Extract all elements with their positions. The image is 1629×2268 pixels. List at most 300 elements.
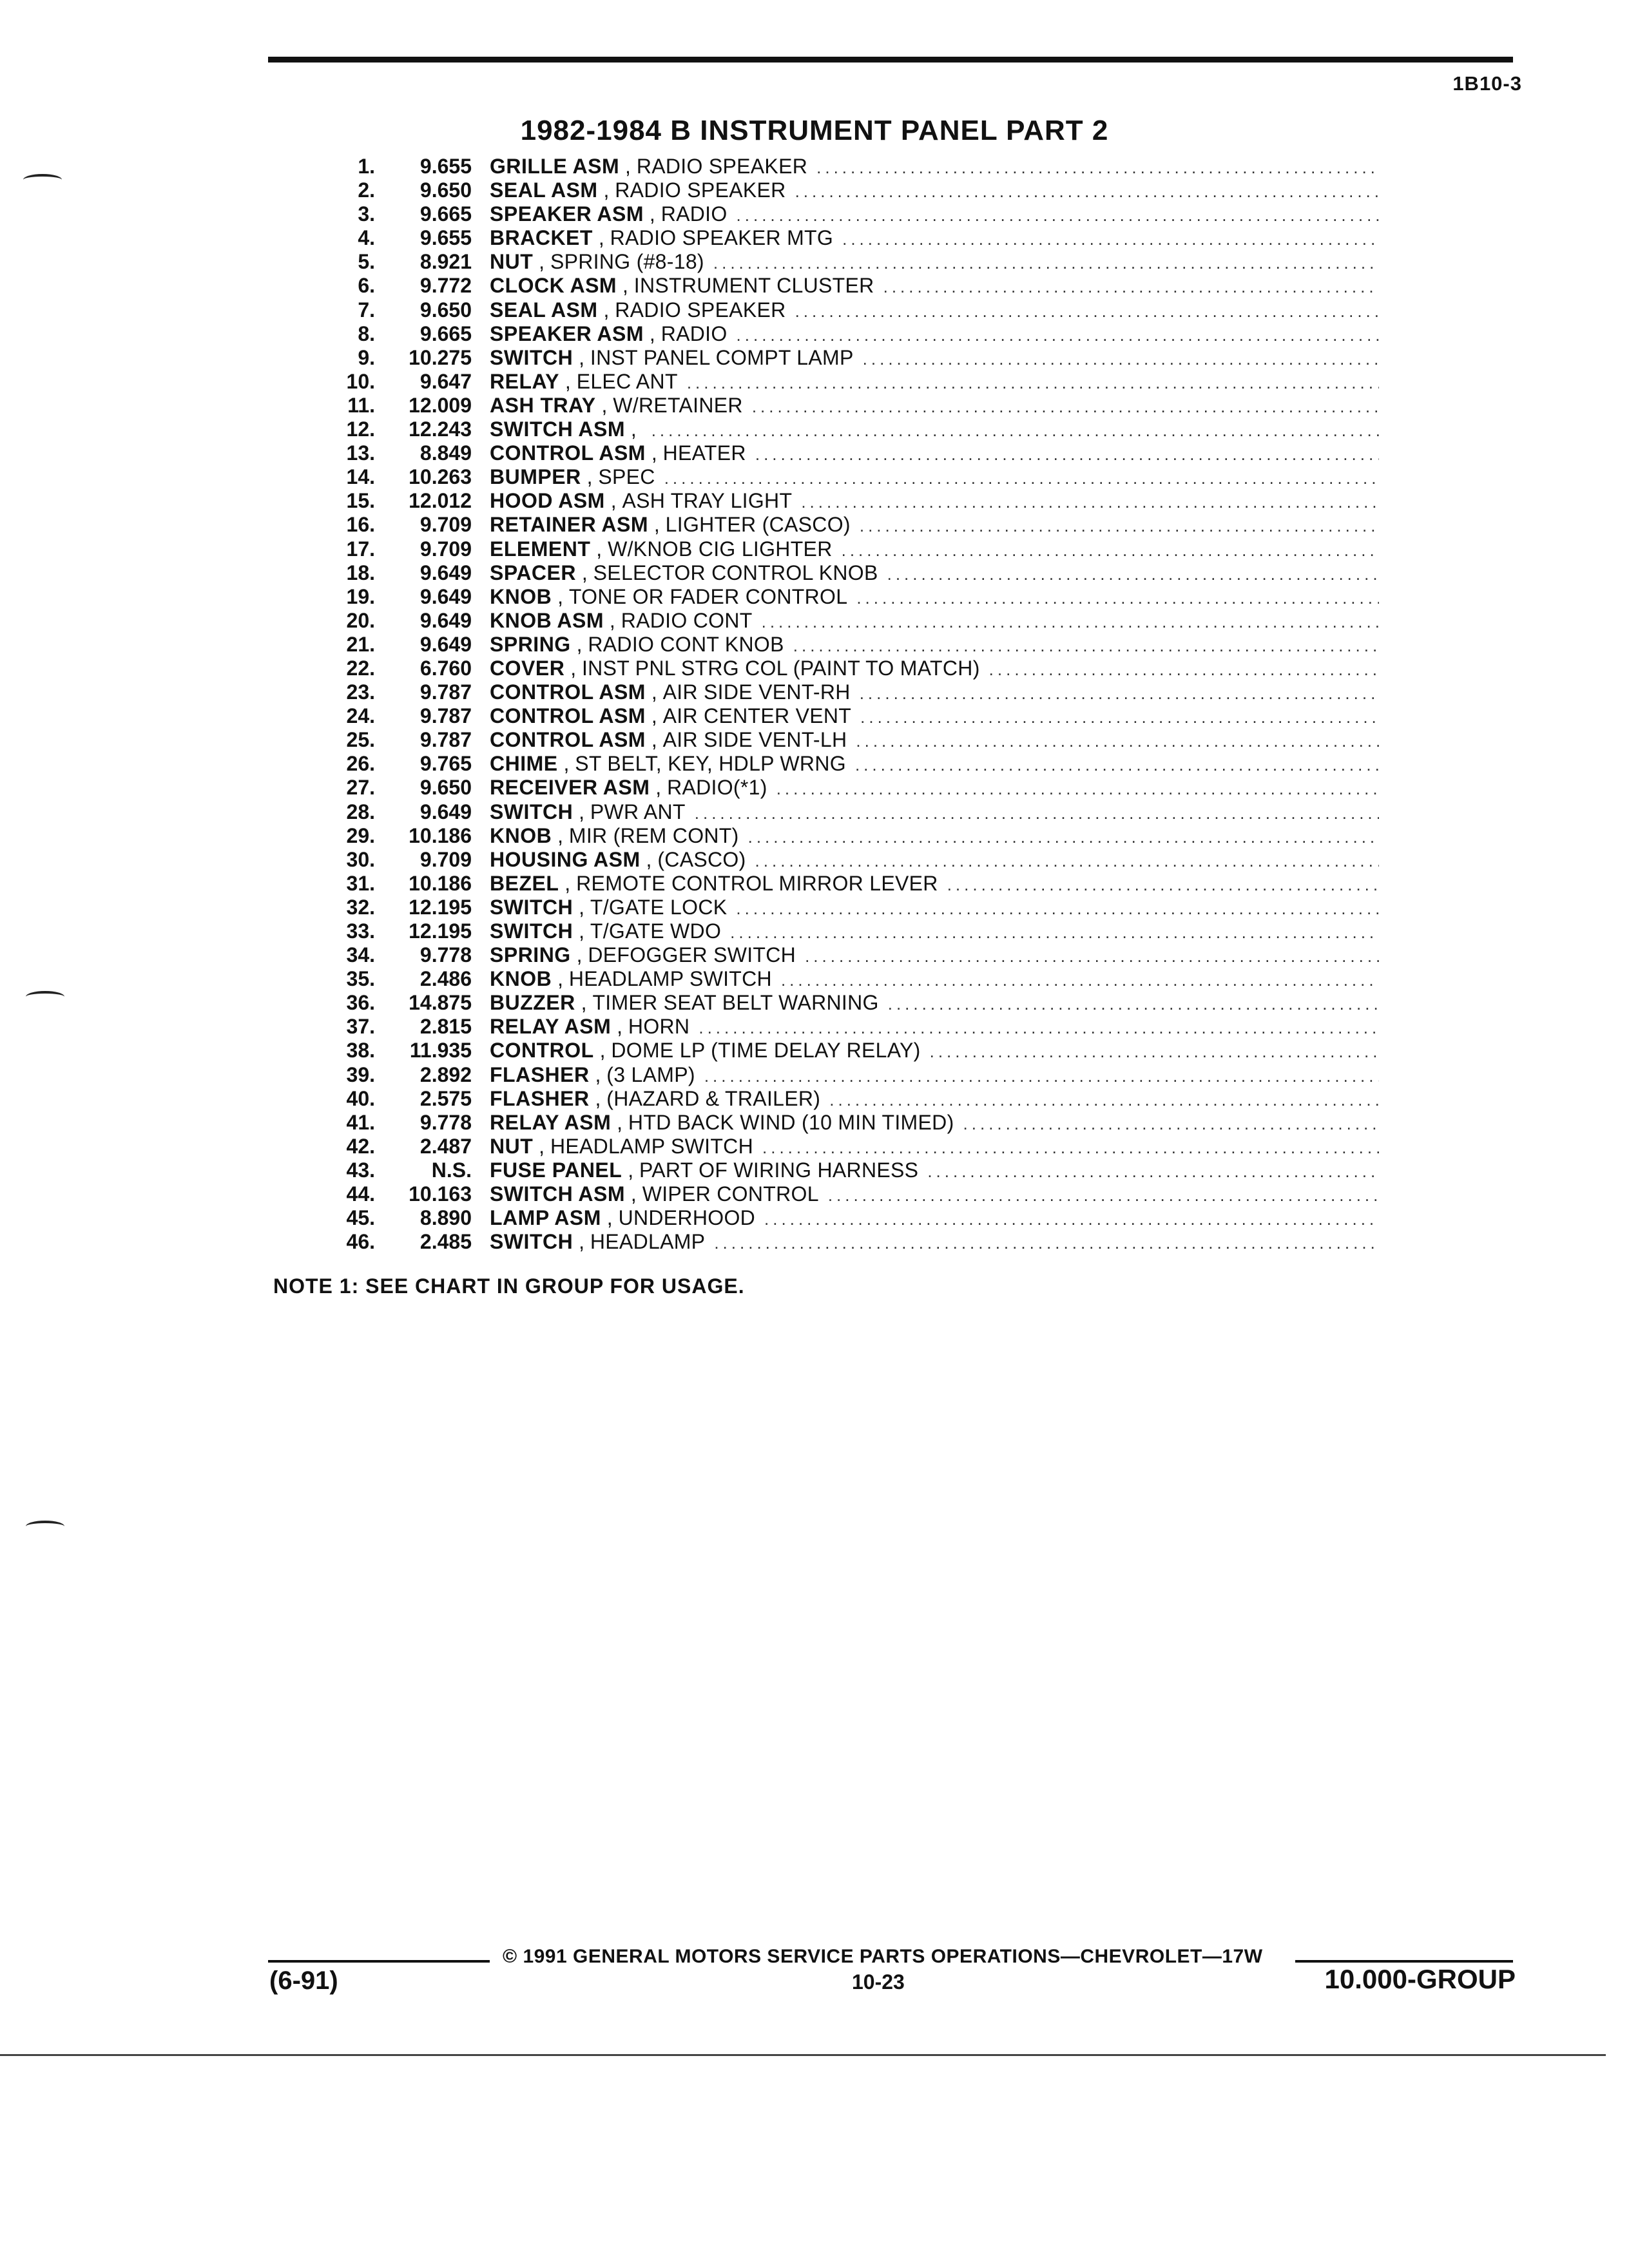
part-number: 23.	[346, 680, 375, 704]
part-name: CHIME	[490, 752, 558, 776]
part-number: 36.	[346, 991, 375, 1015]
dot-leader	[795, 180, 1379, 202]
part-group-number: 9.655	[419, 155, 472, 178]
part-group-number: 9.709	[419, 847, 472, 871]
part-name: BUMPER	[490, 465, 581, 489]
bottom-rule	[0, 2054, 1606, 2056]
dot-leader	[842, 539, 1379, 561]
part-description: W/KNOB CIG LIGHTER	[608, 537, 833, 561]
dot-leader	[829, 1088, 1379, 1111]
part-row	[309, 1039, 1379, 1062]
dot-leader	[860, 706, 1379, 728]
part-number: 14.	[346, 465, 375, 489]
part-group-number: 2.485	[419, 1230, 472, 1254]
part-name: BEZEL	[490, 871, 559, 895]
part-group-number: 9.649	[419, 608, 472, 632]
dot-leader	[927, 1160, 1379, 1182]
part-group-number: 10.186	[409, 871, 472, 895]
part-number: 39.	[346, 1062, 375, 1086]
footer-page-number: 10-23	[852, 1970, 905, 1994]
part-separator: ,	[597, 178, 615, 202]
part-row	[309, 1182, 1379, 1206]
part-name: CONTROL ASM	[490, 704, 646, 728]
part-group-number: 9.787	[419, 680, 472, 704]
part-separator: ,	[625, 1182, 642, 1206]
part-group-number: 12.195	[409, 919, 472, 943]
dot-leader	[748, 825, 1379, 848]
part-name: CONTROL ASM	[490, 441, 646, 465]
footer-rule-right	[1295, 1960, 1513, 1963]
part-row	[309, 800, 1379, 824]
part-description: RADIO	[660, 322, 728, 345]
scan-mark	[26, 1521, 64, 1532]
dot-leader	[737, 204, 1379, 226]
part-name: RELAY ASM	[490, 1015, 612, 1039]
dot-leader	[793, 634, 1379, 657]
part-group-number: 9.709	[419, 537, 472, 561]
part-group-number: 2.486	[419, 967, 472, 991]
part-name: SWITCH ASM	[490, 1182, 626, 1206]
part-number: 8.	[358, 322, 375, 345]
dot-leader	[883, 275, 1379, 298]
part-separator: ,	[645, 441, 663, 465]
part-description: (CASCO)	[657, 847, 746, 871]
part-row	[309, 680, 1379, 704]
dot-leader	[860, 682, 1379, 704]
dot-leader	[755, 849, 1379, 872]
part-name: FLASHER	[490, 1086, 590, 1110]
part-number: 9.	[358, 345, 375, 369]
part-group-number: 9.649	[419, 561, 472, 584]
part-name: RELAY ASM	[490, 1110, 612, 1134]
part-group-number: 2.815	[419, 1015, 472, 1039]
part-name: SWITCH	[490, 345, 574, 369]
part-name: CONTROL	[490, 1039, 594, 1062]
part-description: ASH TRAY LIGHT	[622, 489, 793, 513]
part-number: 42.	[346, 1134, 375, 1158]
part-name: CLOCK ASM	[490, 274, 617, 298]
part-description: AIR CENTER VENT	[662, 704, 852, 728]
part-number: 18.	[346, 561, 375, 584]
part-number: 32.	[346, 895, 375, 919]
part-name: NUT	[490, 1134, 534, 1158]
part-name: GRILLE ASM	[490, 155, 620, 178]
part-row	[309, 657, 1379, 680]
part-separator: ,	[644, 202, 661, 226]
part-row	[309, 704, 1379, 728]
part-group-number: 8.890	[419, 1206, 472, 1230]
part-description: SPRING (#8-18)	[550, 250, 704, 274]
dot-leader	[781, 968, 1379, 991]
part-number: 12.	[346, 418, 375, 441]
part-separator: ,	[611, 1015, 628, 1039]
part-row	[309, 728, 1379, 752]
part-separator: ,	[625, 418, 642, 441]
part-number: 43.	[346, 1158, 375, 1182]
part-group-number: 9.787	[419, 728, 472, 752]
part-group-number: 9.772	[419, 274, 472, 298]
dot-leader	[714, 1231, 1379, 1254]
part-separator: ,	[622, 1158, 639, 1182]
part-name: NUT	[490, 250, 534, 274]
part-name: KNOB	[490, 584, 552, 608]
dot-leader	[887, 562, 1379, 585]
part-name: SWITCH ASM	[490, 418, 626, 441]
part-group-number: 2.487	[419, 1134, 472, 1158]
dot-leader	[651, 419, 1379, 441]
part-separator: ,	[573, 919, 590, 943]
dot-leader	[888, 992, 1379, 1015]
part-separator: ,	[573, 1230, 590, 1254]
part-number: 5.	[358, 250, 375, 274]
part-group-number: 11.935	[409, 1039, 472, 1062]
dot-leader	[795, 300, 1379, 322]
part-row	[309, 1015, 1379, 1039]
dot-leader	[963, 1112, 1379, 1135]
part-row	[309, 991, 1379, 1015]
part-row	[309, 1063, 1379, 1087]
part-separator: ,	[581, 465, 599, 489]
part-separator: ,	[533, 1134, 550, 1158]
dot-leader	[687, 371, 1379, 394]
part-number: 4.	[358, 226, 375, 250]
part-separator: ,	[559, 871, 577, 895]
part-row	[309, 824, 1379, 848]
part-row	[309, 1158, 1379, 1182]
part-description: (3 LAMP)	[606, 1062, 695, 1086]
part-group-number: 10.163	[409, 1182, 472, 1206]
part-separator: ,	[552, 823, 569, 847]
page-title: 1982-1984 B INSTRUMENT PANEL PART 2	[520, 115, 1109, 146]
part-name: SPRING	[490, 943, 571, 967]
part-number: 37.	[346, 1015, 375, 1039]
part-group-number: 9.709	[419, 513, 472, 537]
part-row	[309, 155, 1379, 178]
header-rule	[268, 57, 1513, 62]
part-name: LAMP ASM	[490, 1206, 601, 1230]
part-row	[309, 178, 1379, 202]
part-number: 7.	[358, 298, 375, 322]
part-description: TONE OR FADER CONTROL	[568, 584, 848, 608]
part-name: BUZZER	[490, 991, 575, 1015]
part-description: INSTRUMENT CLUSTER	[633, 274, 874, 298]
part-number: 44.	[346, 1182, 375, 1206]
part-group-number: 8.849	[419, 441, 472, 465]
part-number: 1.	[358, 155, 375, 178]
dot-leader	[863, 347, 1379, 370]
part-name: BRACKET	[490, 226, 593, 250]
part-group-number: 10.186	[409, 823, 472, 847]
part-number: 28.	[346, 800, 375, 823]
part-description: LIGHTER (CASCO)	[665, 513, 851, 537]
part-number: 15.	[346, 489, 375, 513]
footer-rule-left	[268, 1960, 490, 1963]
dot-leader	[764, 1207, 1379, 1230]
page-code: 1B10-3	[1452, 72, 1522, 95]
part-name: KNOB ASM	[490, 608, 604, 632]
dot-leader	[856, 729, 1379, 752]
part-number: 31.	[346, 871, 375, 895]
part-description: PWR ANT	[590, 800, 686, 823]
part-name: SPACER	[490, 561, 576, 584]
part-description: HEADLAMP	[590, 1230, 706, 1254]
dot-leader	[828, 1184, 1379, 1206]
part-row	[309, 537, 1379, 561]
part-description: WIPER CONTROL	[642, 1182, 819, 1206]
dot-leader	[855, 753, 1379, 776]
scan-mark	[26, 991, 64, 1003]
part-description: ST BELT, KEY, HDLP WRNG	[575, 752, 846, 776]
part-group-number: 9.665	[419, 322, 472, 345]
part-description: HTD BACK WIND (10 MIN TIMED)	[628, 1110, 954, 1134]
part-name: COVER	[490, 656, 565, 680]
part-separator: ,	[593, 1039, 612, 1062]
part-name: FUSE PANEL	[490, 1158, 622, 1182]
dot-leader	[856, 586, 1379, 609]
part-description: AIR SIDE VENT-LH	[662, 728, 847, 752]
part-description: RADIO SPEAKER	[615, 178, 786, 202]
part-separator: ,	[644, 322, 661, 345]
part-number: 24.	[346, 704, 375, 728]
part-row	[309, 274, 1379, 298]
part-number: 2.	[358, 178, 375, 202]
part-number: 35.	[346, 967, 375, 991]
part-description: RADIO(*1)	[667, 776, 767, 800]
part-separator: ,	[619, 155, 637, 178]
part-row	[309, 322, 1379, 346]
part-number: 3.	[358, 202, 375, 226]
part-row	[309, 1206, 1379, 1230]
part-description: RADIO SPEAKER	[615, 298, 786, 322]
part-name: SPEAKER ASM	[490, 202, 644, 226]
part-row	[309, 967, 1379, 991]
dot-leader	[947, 873, 1379, 896]
footer-date-code: (6-91)	[269, 1966, 338, 1995]
part-row	[309, 609, 1379, 633]
part-separator: ,	[648, 513, 666, 537]
part-description: W/RETAINER	[613, 393, 743, 417]
dot-leader	[664, 466, 1379, 489]
part-number: 13.	[346, 441, 375, 465]
part-row	[309, 776, 1379, 800]
part-description: T/GATE WDO	[590, 919, 722, 943]
part-separator: ,	[611, 1110, 628, 1134]
part-row	[309, 1087, 1379, 1111]
part-separator: ,	[595, 393, 613, 417]
part-separator: ,	[575, 991, 593, 1015]
scan-mark	[23, 174, 62, 186]
part-row	[309, 513, 1379, 537]
part-row	[309, 1230, 1379, 1254]
dot-leader	[842, 227, 1379, 250]
part-group-number: 9.778	[419, 1110, 472, 1134]
part-separator: ,	[552, 967, 569, 991]
part-group-number: 2.892	[419, 1062, 472, 1086]
dot-leader	[989, 658, 1379, 680]
part-row	[309, 943, 1379, 967]
dot-leader	[736, 897, 1379, 919]
part-number: 27.	[346, 776, 375, 800]
part-name: SEAL ASM	[490, 178, 598, 202]
part-group-number: 8.921	[419, 250, 472, 274]
part-separator: ,	[592, 226, 610, 250]
part-description: MIR (REM CONT)	[568, 823, 739, 847]
part-separator: ,	[573, 800, 590, 823]
part-separator: ,	[590, 537, 608, 561]
part-separator: ,	[589, 1086, 607, 1110]
part-separator: ,	[617, 274, 634, 298]
dot-leader	[930, 1040, 1379, 1062]
dot-leader	[755, 443, 1379, 465]
part-name: KNOB	[490, 823, 552, 847]
part-description: HEATER	[662, 441, 746, 465]
part-group-number: 12.195	[409, 895, 472, 919]
part-row	[309, 465, 1379, 489]
part-row	[309, 896, 1379, 919]
part-number: 26.	[346, 752, 375, 776]
part-number: 19.	[346, 584, 375, 608]
part-number: 45.	[346, 1206, 375, 1230]
dot-leader	[762, 610, 1379, 633]
part-row	[309, 202, 1379, 226]
part-number: 17.	[346, 537, 375, 561]
part-separator: ,	[604, 489, 622, 513]
part-separator: ,	[552, 584, 569, 608]
part-group-number: 12.243	[409, 418, 472, 441]
usage-note: NOTE 1: SEE CHART IN GROUP FOR USAGE.	[273, 1274, 745, 1298]
part-number: 22.	[346, 656, 375, 680]
part-group-number: 12.012	[409, 489, 472, 513]
part-separator: ,	[557, 752, 575, 776]
part-row	[309, 872, 1379, 896]
part-separator: ,	[589, 1062, 607, 1086]
part-number: 20.	[346, 608, 375, 632]
part-name: CONTROL ASM	[490, 680, 646, 704]
part-row	[309, 346, 1379, 370]
part-group-number: 9.765	[419, 752, 472, 776]
part-group-number: 9.787	[419, 704, 472, 728]
dot-leader	[695, 802, 1379, 824]
dot-leader	[752, 395, 1379, 418]
part-number: 29.	[346, 823, 375, 847]
part-name: KNOB	[490, 967, 552, 991]
part-row	[309, 418, 1379, 441]
part-separator: ,	[597, 298, 615, 322]
part-name: CONTROL ASM	[490, 728, 646, 752]
part-separator: ,	[573, 895, 590, 919]
part-row	[309, 370, 1379, 394]
part-name: RETAINER ASM	[490, 513, 648, 537]
part-group-number: 14.875	[409, 991, 472, 1015]
dot-leader	[860, 514, 1379, 537]
part-number: 25.	[346, 728, 375, 752]
part-group-number: 6.760	[419, 656, 472, 680]
part-description: HEADLAMP SWITCH	[550, 1134, 753, 1158]
part-row	[309, 441, 1379, 465]
part-separator: ,	[645, 680, 663, 704]
part-description: REMOTE CONTROL MIRROR LEVER	[576, 871, 938, 895]
dot-leader	[805, 945, 1379, 967]
part-name: SPRING	[490, 632, 571, 656]
part-row	[309, 919, 1379, 943]
dot-leader	[776, 777, 1379, 800]
part-name: FLASHER	[490, 1062, 590, 1086]
part-row	[309, 752, 1379, 776]
dot-leader	[730, 921, 1379, 943]
part-row	[309, 489, 1379, 513]
part-description: AIR SIDE VENT-RH	[662, 680, 851, 704]
part-separator: ,	[640, 847, 658, 871]
dot-leader	[801, 490, 1379, 513]
part-row	[309, 561, 1379, 585]
part-name: RECEIVER ASM	[490, 776, 650, 800]
part-description: RADIO SPEAKER MTG	[610, 226, 834, 250]
part-group-number: 9.650	[419, 776, 472, 800]
part-number: 21.	[346, 632, 375, 656]
part-group-number: 9.650	[419, 298, 472, 322]
part-description: T/GATE LOCK	[590, 895, 728, 919]
part-number: 11.	[347, 393, 375, 417]
part-description: INST PNL STRG COL (PAINT TO MATCH)	[581, 656, 980, 680]
part-description: DOME LP (TIME DELAY RELAY)	[611, 1039, 921, 1062]
part-number: 38.	[346, 1039, 375, 1062]
part-separator: ,	[533, 250, 550, 274]
part-description: INST PANEL COMPT LAMP	[590, 345, 854, 369]
part-name: SWITCH	[490, 919, 574, 943]
parts-list	[309, 155, 1379, 1254]
part-description: UNDERHOOD	[618, 1206, 756, 1230]
part-description: RADIO	[660, 202, 728, 226]
part-number: 16.	[346, 513, 375, 537]
part-number: 40.	[346, 1086, 375, 1110]
part-separator: ,	[570, 632, 588, 656]
part-separator: ,	[645, 704, 663, 728]
part-description: TIMER SEAT BELT WARNING	[592, 991, 879, 1015]
part-description: RADIO CONT KNOB	[588, 632, 784, 656]
part-number: 10.	[346, 369, 375, 393]
part-group-number: 9.778	[419, 943, 472, 967]
dot-leader	[737, 323, 1379, 346]
part-description: RADIO SPEAKER	[636, 155, 808, 178]
footer-group: 10.000-GROUP	[1324, 1964, 1516, 1994]
part-group-number: 9.647	[419, 369, 472, 393]
part-number: 46.	[346, 1230, 375, 1254]
part-group-number: 9.665	[419, 202, 472, 226]
part-name: SEAL ASM	[490, 298, 598, 322]
part-row	[309, 633, 1379, 657]
part-separator: ,	[575, 561, 593, 584]
part-description: HORN	[628, 1015, 690, 1039]
part-group-number: 12.009	[409, 393, 472, 417]
part-row	[309, 848, 1379, 872]
part-separator: ,	[604, 608, 621, 632]
part-description: RADIO CONT	[621, 608, 753, 632]
part-description: HEADLAMP SWITCH	[568, 967, 772, 991]
part-description: PART OF WIRING HARNESS	[639, 1158, 919, 1182]
part-row	[309, 226, 1379, 250]
dot-leader	[816, 156, 1379, 178]
dot-leader	[704, 1064, 1379, 1087]
part-row	[309, 585, 1379, 609]
footer-copyright: © 1991 GENERAL MOTORS SERVICE PARTS OPERATIONS—CHEVROLET—17W	[503, 1946, 1263, 1967]
part-number: 33.	[346, 919, 375, 943]
part-group-number: 9.649	[419, 632, 472, 656]
part-row	[309, 1111, 1379, 1135]
part-name: SWITCH	[490, 1230, 574, 1254]
part-name: ELEMENT	[490, 537, 591, 561]
part-row	[309, 1135, 1379, 1158]
part-group-number: 9.650	[419, 178, 472, 202]
